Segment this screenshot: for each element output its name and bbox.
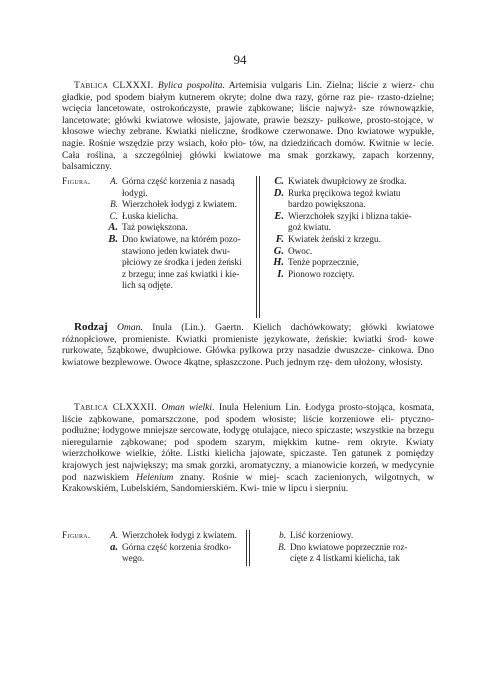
figure-text: Łuska kielicha. [122,210,179,221]
figure-head: Figura. [62,176,91,186]
table-182-lead: Tablica CLXXXII. [74,402,157,413]
figure-text: Owoc. [288,245,313,256]
figure-text: Dno kwiatowe poprzecznie roz- [290,541,408,552]
column-divider [259,176,260,318]
figure-text: Wierzchołek szyjki i blizna takie- [288,210,412,221]
table-181-lead: Tablica CLXXXI. [74,80,154,91]
figure-text: Kwiatek żeński z krzegu. [288,233,381,244]
column-divider [249,530,250,566]
genus-lead: Rodzaj [74,321,108,333]
column-divider [246,530,247,566]
figure-text: Wierzchołek łodygi z kwiatem. [122,530,237,540]
figure-text: bardzo powiększona. [288,199,366,210]
figure-text: lich są odjęte. [122,280,173,291]
figures-182-right [262,530,438,565]
figure-letter: B. [110,199,118,210]
text-line: znany. Rośnie w miej- [180,471,280,483]
table-182-paragraph [62,402,434,495]
figures-182-left [62,530,242,565]
text-line: czerwonawe. Dno kwiatowe wypukłe, nagie. Rośnie wszędzie przy wsiach, koło pło- [62,126,434,149]
page-number: 94 [233,52,247,67]
genus-paragraph [62,322,434,368]
figure-text: stawiono jeden kwiatek dwu- [122,245,230,256]
text-line: Ten gatunek z pomiędzy krajowych jest największy; ma smak gorzki, aromatyczny, [62,448,434,471]
figure-text: płciowy ze środka i jeden żeński [122,257,242,268]
figure-text: Wierzchołek łodygi z kwiatem. [122,199,237,210]
figure-letter: H. [273,257,284,269]
figure-text: Tenże poprzecznie, [288,257,359,268]
figure-letter: B. [278,541,286,552]
text-line: tnie w lipcu i sierpniu. [262,483,349,495]
table-182-title: Oman wielki. [161,402,215,413]
figure-text: Górna część korzenia z nasadą [122,176,235,186]
figure-letter: A. [110,176,118,186]
figure-text: Rurka pręcikowa tegoż kwiatu [288,187,401,198]
text-line: kowe rurkowate, 5ząbkowe, dwupłciowe. Główka pylkowa przy nasadzie dwuszcze- [62,333,434,357]
figure-letter: C. [109,210,118,221]
text-line: wszystkie na brzegu nieregularnie ząbkowane; pod spodem szarym, miękkim kutne- [62,425,434,448]
table-181-paragraph [62,80,434,173]
figure-letter: E. [274,210,284,222]
text-line: Helenium [136,471,174,483]
figure-text: Taż powiększona. [122,222,188,233]
text-line: pułkowe, prosto-stojące, w kłosowe wiechy zebrane. Kwiatki nieliczne, środkowe [62,114,434,138]
figure-text: Liść korzeniowy. [290,530,354,540]
text-line: kwiatowe ma smak gorzkawy, zapach korzenny, balsamiczny. [62,149,434,173]
table-181-title: Bylica pospolita. [157,80,225,91]
figure-letter: A. [110,530,118,540]
figure-text: Kwiatek dwupłciowy ze środka. [288,176,407,186]
figure-text: goż kwiatu. [288,222,331,233]
figure-text: z brzegu; inne zaś kwiatki i kie- [122,268,240,279]
figure-text: cięte z 4 listkami kielicha, tak [290,553,400,564]
column-divider [256,176,257,318]
text-line: scach zacienionych, wilgotnych, w Krakowskiém, Lubelskiém, Sandomierskiém. Kwi- [62,471,435,495]
text-line: Artemisia vulgaris Lin. Zielna; liście z wierz- [228,80,416,91]
figure-letter: I. [277,268,284,280]
text-line: Inula Helenium Lin. Łodyga prosto-stojąca, [218,402,396,413]
text-line: kosmata, liście ząbkowane, pomarszczone, pod spodem włosiste; liście korzeniowe eli- [62,402,434,425]
figure-text: Górna część korzenia środko- [122,541,232,552]
figures-181-left [62,176,252,292]
text-line: sze równowązkie, lancetowate; główki kwiatowe włosiste, jajowate, prawie bezszy- [62,103,435,126]
figure-head: Figura. [62,530,91,540]
text-line: tów, na dziedzińcach domów. Kwitnie w lecie. Cała roślina, a szczególniej główki [62,137,435,161]
text-line: dem ułożony, włosisty. [335,356,423,368]
figure-letter: b. [279,530,286,540]
text-line: różnopłciowe, promieniste. Kwiatki promieniste językowate, żeńskie: kwiatki środ- [62,333,408,345]
text-line: ptyczno-podłużne; łodygowe mniejsze sercowate, łodygę otulające, nieco spiczaste; [62,413,434,437]
figure-letter: A. [108,222,118,234]
text-line: chu gładkie, pod spodem białym kutnerem okryte; dolne dwa razy, górne raz pie- [62,80,435,103]
figure-letter: D. [273,187,284,199]
text-line: rem okryte. Kwiaty wierzchołkowe wielkie, żółte. Listki kielicha jajowate, spiczaste. [62,436,434,460]
genus-name: Oman. [116,322,143,333]
text-line: Inula (Lin.). Gaertn. Kielich dachówkowaty; główki kwiatowe [152,322,434,333]
figure-letter: C. [274,176,284,187]
text-line: cinkowa. Dno kwiatowe bezplewowe. Owoce 4kątne, spłaszczone. Puch jednym rzę- [62,345,434,368]
figure-letter: F. [275,233,284,245]
figure-letter: a. [110,541,118,553]
figures-181-right [268,176,438,280]
figure-letter: B. [108,233,118,245]
figure-letter: G. [273,245,284,257]
figure-text: łodygi. [122,187,148,198]
figure-text: wego. [122,553,145,564]
text-line: rzasto-dzielne; wcięcia lancetowate, ostrokończyste, prawie ząbkowane; liście najwyż- [62,91,434,115]
figure-text: Dno kwiatowe, na którém pozo- [122,233,241,244]
text-line: a mianowicie korzeń, w medycynie pod nazwiskiem [62,459,434,483]
figure-text: Pionowo rozcięty. [288,268,355,279]
